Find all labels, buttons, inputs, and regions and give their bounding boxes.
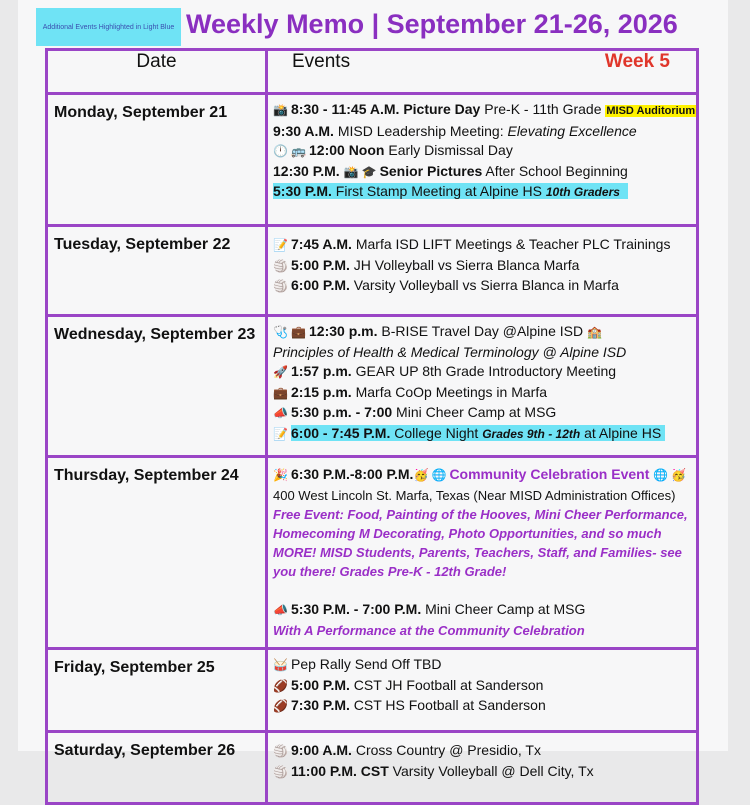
list-item: 🏈 5:00 P.M. CST JH Football at Sanderson xyxy=(273,676,696,697)
list-item: 🚀 1:57 p.m. GEAR UP 8th Grade Introductory Meeting xyxy=(273,362,696,383)
list-item: 🏐 5:00 P.M. JH Volleyball vs Sierra Blanca Marfa xyxy=(273,256,696,277)
list-item: 📸 8:30 - 11:45 A.M. Picture Day Pre-K - 11th Grade MISD Auditorium xyxy=(273,100,696,122)
school-icon: 🏫 xyxy=(587,325,602,339)
drum-icon: 🥁 xyxy=(273,658,288,672)
table-row xyxy=(47,316,698,457)
list-item: 📣 5:30 p.m. - 7:00 Mini Cheer Camp at MSG xyxy=(273,403,696,424)
day-label: Monday, September 21 xyxy=(47,94,267,226)
volleyball-icon: 🏐 xyxy=(273,258,288,273)
list-item: 🏈 7:30 P.M. CST HS Football at Sanderson xyxy=(273,696,696,717)
day-label: Thursday, September 24 xyxy=(47,457,267,649)
list-item: 🏐 11:00 P.M. CST Varsity Volleyball @ Dell City, Tx xyxy=(273,762,696,783)
day-events xyxy=(267,732,698,804)
list-item: 🕛 🚌 12:00 Noon Early Dismissal Day xyxy=(273,141,696,162)
volleyball-icon: 🏐 xyxy=(273,744,288,758)
camera-icon: 📸 xyxy=(343,164,359,179)
day-label: Tuesday, September 22 xyxy=(47,226,267,316)
week-label: Week 5 xyxy=(604,51,670,72)
day-events xyxy=(267,457,698,649)
megaphone-icon: 📣 xyxy=(273,406,288,420)
briefcase-icon: 💼 xyxy=(273,385,288,400)
day-label: Wednesday, September 23 xyxy=(47,316,267,457)
day-events xyxy=(267,94,698,226)
memo-icon: 📝 xyxy=(273,238,288,252)
memo-title: Weekly Memo | September 21-26, 2026 xyxy=(186,9,678,39)
date-column-header: Date xyxy=(47,50,267,94)
memo-icon: 📝 xyxy=(273,426,288,441)
list-item: 📝 7:45 A.M. Marfa ISD LIFT Meetings & Teacher PLC Trainings xyxy=(273,235,696,256)
globe-icon: 🌐 xyxy=(431,468,447,482)
table-header-row xyxy=(47,50,698,94)
day-label: Saturday, September 26 xyxy=(47,732,267,804)
bus-icon: 🚌 xyxy=(291,144,306,158)
day-events xyxy=(267,316,698,457)
table-row xyxy=(47,649,698,732)
memo-header xyxy=(36,6,716,46)
globe-icon: 🌐 xyxy=(653,468,669,482)
party-face-icon: 🥳 xyxy=(413,468,429,482)
table-row xyxy=(47,226,698,316)
list-item: 400 West Lincoln St. Marfa, Texas (Near MISD Administration Offices) xyxy=(273,487,676,503)
graduation-cap-icon: 🎓 xyxy=(361,164,377,179)
events-table xyxy=(45,48,699,805)
list-item: 12:30 P.M. 📸 🎓 Senior Pictures After School Beginning xyxy=(273,162,696,183)
list-item: 📣 5:30 P.M. - 7:00 P.M. Mini Cheer Camp at MSG xyxy=(273,600,696,621)
event-note: Free Event: Food, Painting of the Hooves, Mini Cheer Performance, Homecoming M Decorating, Photo Opportunities, and so much MORE! MISD Students, Parents, Teachers, Staff, and Families- see you there! Grades Pre-K - 12th Grade! xyxy=(273,507,688,579)
location-tag: MISD Auditorium xyxy=(606,105,696,117)
highlight-legend: Additional Events Highlighted in Light Blue xyxy=(36,8,181,46)
list-item: 🏐 6:00 P.M. Varsity Volleyball vs Sierra Blanca in Marfa xyxy=(273,276,696,297)
list-item: 💼 2:15 p.m. Marfa CoOp Meetings in Marfa xyxy=(273,383,696,404)
briefcase-icon: 💼 xyxy=(291,325,306,339)
megaphone-icon: 📣 xyxy=(273,603,288,617)
list-item: 📝 6:00 - 7:45 P.M. College Night Grades 9th - 12th at Alpine HS xyxy=(273,424,696,445)
list-item: 🏐 9:00 A.M. Cross Country @ Presidio, Tx xyxy=(273,741,696,762)
event-note: With A Performance at the Community Celebration xyxy=(273,622,585,638)
party-popper-icon: 🎉 xyxy=(273,468,288,482)
events-header-label: Events xyxy=(292,51,351,72)
day-events xyxy=(267,649,698,732)
camera-icon: 📸 xyxy=(273,103,288,117)
list-item: 5:30 P.M. First Stamp Meeting at Alpine HS 10th Graders xyxy=(273,182,696,203)
table-row xyxy=(47,457,698,649)
list-item: Principles of Health & Medical Terminology @ Alpine ISD xyxy=(273,343,627,360)
clock-icon: 🕛 xyxy=(273,144,288,158)
table-row xyxy=(47,94,698,226)
football-icon: 🏈 xyxy=(273,678,288,693)
list-item: 9:30 A.M. MISD Leadership Meeting: Elevating Excellence xyxy=(273,122,637,139)
party-face-icon: 🥳 xyxy=(671,468,687,482)
day-label: Friday, September 25 xyxy=(47,649,267,732)
rocket-icon: 🚀 xyxy=(273,365,288,379)
volleyball-icon: 🏐 xyxy=(273,279,288,293)
list-item: 🎉 6:30 P.M.-8:00 P.M.🥳 🌐 Community Celebration Event 🌐 🥳 xyxy=(273,465,696,486)
football-icon: 🏈 xyxy=(273,699,288,713)
list-item: 🥁 Pep Rally Send Off TBD xyxy=(273,655,696,676)
stethoscope-icon: 🩺 xyxy=(273,325,288,339)
list-item: 🩺 💼 12:30 p.m. B-RISE Travel Day @Alpine ISD 🏫 xyxy=(273,322,696,343)
table-row xyxy=(47,732,698,804)
events-column-header xyxy=(267,50,698,94)
volleyball-icon: 🏐 xyxy=(273,764,288,779)
day-events xyxy=(267,226,698,316)
